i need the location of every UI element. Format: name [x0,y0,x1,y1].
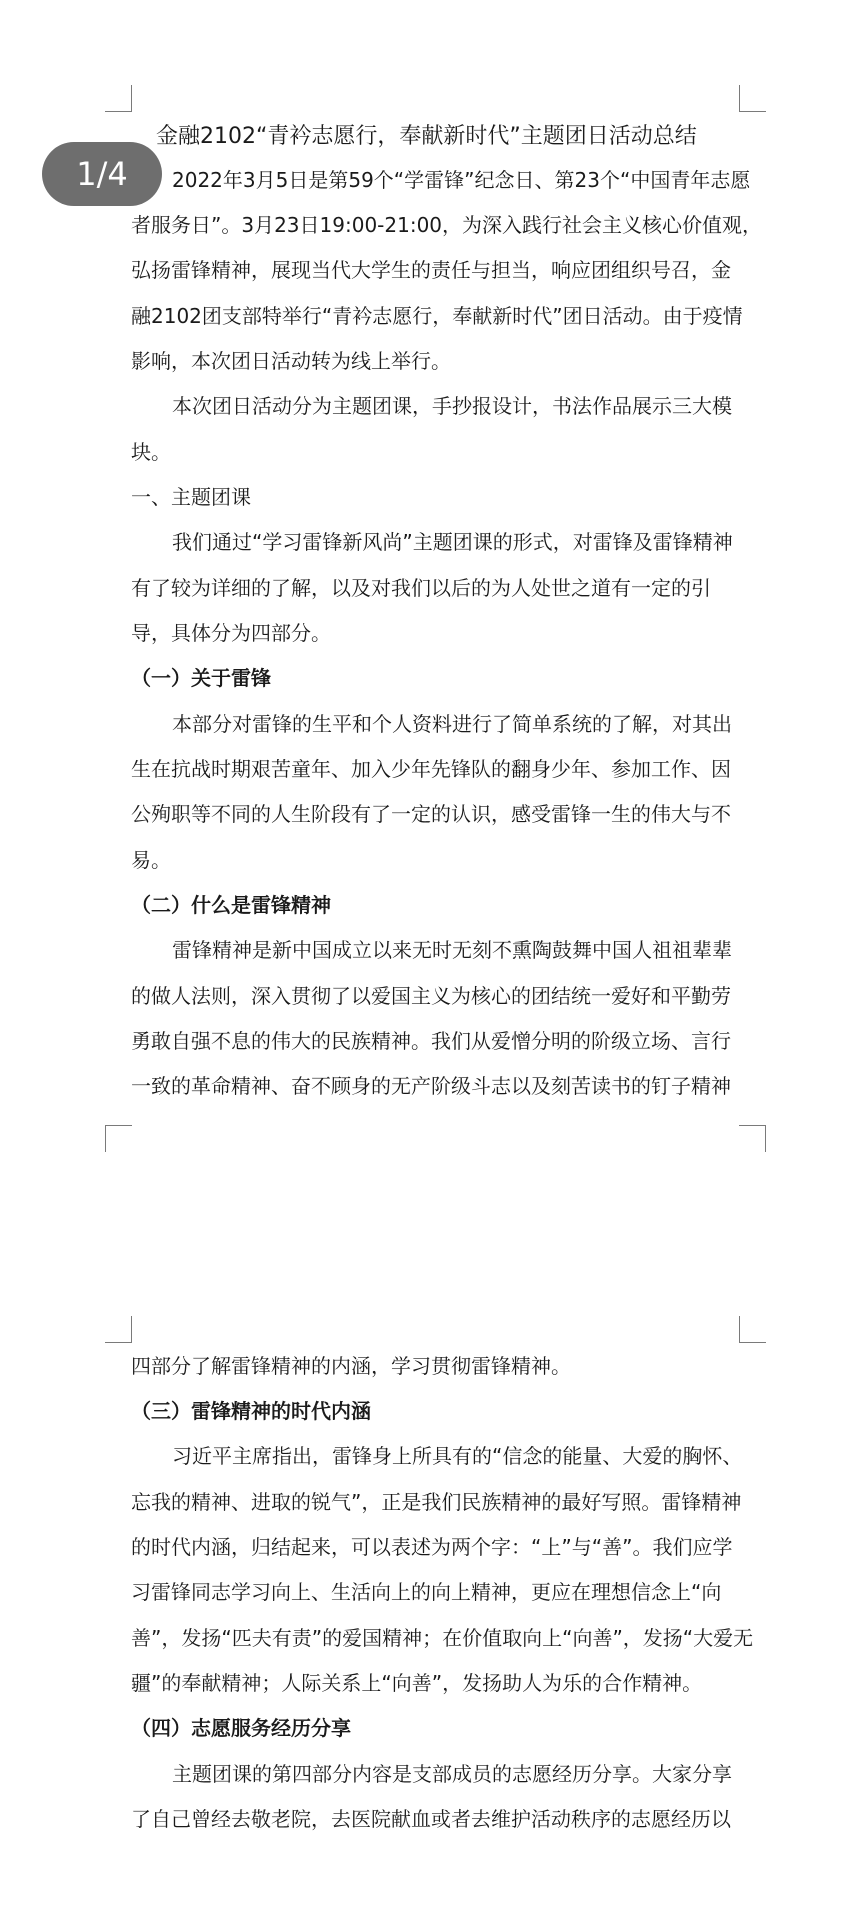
paragraph-line: 习近平主席指出，雷锋身上所具有的“信念的能量、大爱的胸怀、 [172,1444,743,1468]
page-indicator-badge: 1/4 [42,142,162,206]
paragraph-line: 2022年3月5日是第59个“学雷锋”纪念日、第23个“中国青年志愿 [172,168,751,192]
paragraph-line: 一致的革命精神、奋不顾身的无产阶级斗志以及刻苦读书的钉子精神 [131,1074,731,1098]
paragraph-line: 四部分了解雷锋精神的内涵，学习贯彻雷锋精神。 [131,1354,571,1378]
document-page-2 [0,1300,864,1920]
paragraph-line: 我们通过“学习雷锋新风尚”主题团课的形式，对雷锋及雷锋精神 [172,530,733,554]
paragraph-line: 的时代内涵，归结起来，可以表述为两个字：“上”与“善”。我们应学 [131,1535,733,1559]
paragraph-line: 融2102团支部特举行“青衿志愿行，奉献新时代”团日活动。由于疫情 [131,304,743,328]
subsection-heading: （二）什么是雷锋精神 [131,893,331,917]
paragraph-line: 习雷锋同志学习向上、生活向上的向上精神，更应在理想信念上“向 [131,1580,722,1604]
paragraph-line: 勇敢自强不息的伟大的民族精神。我们从爱憎分明的阶级立场、言行 [131,1029,731,1053]
paragraph-line: 影响，本次团日活动转为线上举行。 [131,349,451,373]
document-title: 金融2102“青衿志愿行，奉献新时代”主题团日活动总结 [156,124,697,149]
paragraph-line: 块。 [131,440,171,464]
paragraph-line: 本次团日活动分为主题团课，手抄报设计，书法作品展示三大模 [172,394,732,418]
paragraph-line: 者服务日”。3月23日19:00-21:00，为深入践行社会主义核心价值观， [131,213,763,237]
paragraph-line: 疆”的奉献精神；人际关系上“向善”，发扬助人为乐的合作精神。 [131,1671,703,1695]
paragraph-line: 生在抗战时期艰苦童年、加入少年先锋队的翻身少年、参加工作、因 [131,757,731,781]
paragraph-line: 雷锋精神是新中国成立以来无时无刻不熏陶鼓舞中国人祖祖辈辈 [172,938,732,962]
subsection-heading: （一）关于雷锋 [131,666,271,690]
paragraph-line: 本部分对雷锋的生平和个人资料进行了简单系统的了解，对其出 [172,712,732,736]
paragraph-line: 忘我的精神、进取的锐气”，正是我们民族精神的最好写照。雷锋精神 [131,1490,742,1514]
paragraph-line: 弘扬雷锋精神，展现当代大学生的责任与担当，响应团组织号召，金 [131,258,731,282]
section-heading: 一、主题团课 [131,485,251,509]
margin-corner-top-left [105,85,132,112]
subsection-heading: （三）雷锋精神的时代内涵 [131,1399,371,1423]
paragraph-line: 有了较为详细的了解，以及对我们以后的为人处世之道有一定的引 [131,576,711,600]
paragraph-line: 公殉职等不同的人生阶段有了一定的认识，感受雷锋一生的伟大与不 [131,802,731,826]
paragraph-line: 易。 [131,848,171,872]
subsection-heading: （四）志愿服务经历分享 [131,1716,351,1740]
paragraph-line: 的做人法则，深入贯彻了以爱国主义为核心的团结统一爱好和平勤劳 [131,984,731,1008]
margin-corner-bottom-left [105,1125,132,1152]
paragraph-line: 导，具体分为四部分。 [131,621,331,645]
margin-corner-top-right [739,1316,766,1343]
margin-corner-top-right [739,85,766,112]
margin-corner-bottom-right [739,1125,766,1152]
paragraph-line: 善”，发扬“匹夫有责”的爱国精神；在价值取向上“向善”，发扬“大爱无 [131,1626,754,1650]
paragraph-line: 了自己曾经去敬老院，去医院献血或者去维护活动秩序的志愿经历以 [131,1807,731,1831]
margin-corner-top-left [105,1316,132,1343]
paragraph-line: 主题团课的第四部分内容是支部成员的志愿经历分享。大家分享 [172,1762,732,1786]
